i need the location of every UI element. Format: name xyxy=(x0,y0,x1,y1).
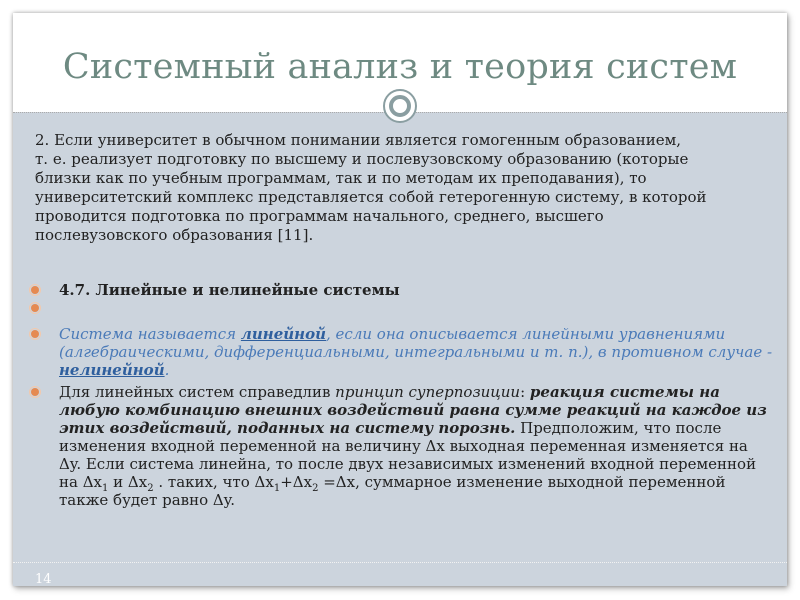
paragraph-line: проводится подготовка по программам начального, среднего, высшего xyxy=(35,207,604,225)
slide xyxy=(13,13,787,586)
superposition-text: =Δx, суммарное изменение выходной переменной также будет равно Δy. xyxy=(59,473,726,509)
superposition-text: : xyxy=(520,383,530,401)
principle-term: принцип суперпозиции xyxy=(335,383,521,401)
bullet-icon xyxy=(31,330,39,338)
list-item-heading xyxy=(29,281,773,299)
superposition-text: Предположим, что после изменения входной переменной на величину Δx выходная переменная изменяется на Δy. Если система линейна, то после двух независимых изменений входной переменной на Δx xyxy=(59,419,757,491)
paragraph-line: близки как по учебным программам, так и по методам их преподавания), то xyxy=(35,169,647,187)
bullet-icon xyxy=(31,388,39,396)
subscript: 2 xyxy=(312,483,319,494)
superposition-text: . таких, что Δx xyxy=(153,473,274,491)
slide-title: Системный анализ и теория систем xyxy=(62,47,738,87)
list-item-empty xyxy=(29,299,773,323)
subscript: 1 xyxy=(273,483,281,494)
double-circle-icon xyxy=(383,89,417,123)
page-number: 14 xyxy=(35,572,52,587)
superposition-text: Для линейных систем справедлив xyxy=(59,383,336,401)
term-linear: линейной xyxy=(240,325,327,343)
list-item-superposition xyxy=(29,383,773,509)
superposition-text: и Δx xyxy=(108,473,148,491)
section-heading: 4.7. Линейные и нелинейные системы xyxy=(59,281,400,299)
body-paragraph xyxy=(35,131,775,245)
paragraph-line: университетский комплекс представляется собой гетерогенную систему, в которой xyxy=(35,188,707,206)
paragraph-line: послевузовского образования [11]. xyxy=(35,226,314,244)
principle-statement: реакция системы на любую комбинацию внешних воздействий равна сумме реакций на каждое из этих воздействий, поданных на систему порознь. xyxy=(59,383,767,437)
definition-text: , если она описывается линейными уравнениями (алгебраическими, дифференциальными, интегральными и т. п.), в противном случае - xyxy=(59,325,773,361)
paragraph-line: 2. Если университет в обычном понимании является гомогенным образованием, xyxy=(35,131,682,149)
subscript: 2 xyxy=(147,483,154,494)
superposition-text: +Δx xyxy=(280,473,313,491)
subscript: 1 xyxy=(102,483,109,494)
term-nonlinear: нелинейной xyxy=(59,361,165,379)
definition-text: . xyxy=(164,361,170,379)
list-item-definition xyxy=(29,325,773,379)
bullet-icon xyxy=(31,286,39,294)
paragraph-line: т. е. реализует подготовку по высшему и послевузовскому образованию (которые xyxy=(35,150,689,168)
definition-text: Система называется xyxy=(59,325,241,343)
bullet-icon xyxy=(31,304,39,312)
bullet-list xyxy=(29,281,773,509)
footer-divider xyxy=(13,562,787,563)
